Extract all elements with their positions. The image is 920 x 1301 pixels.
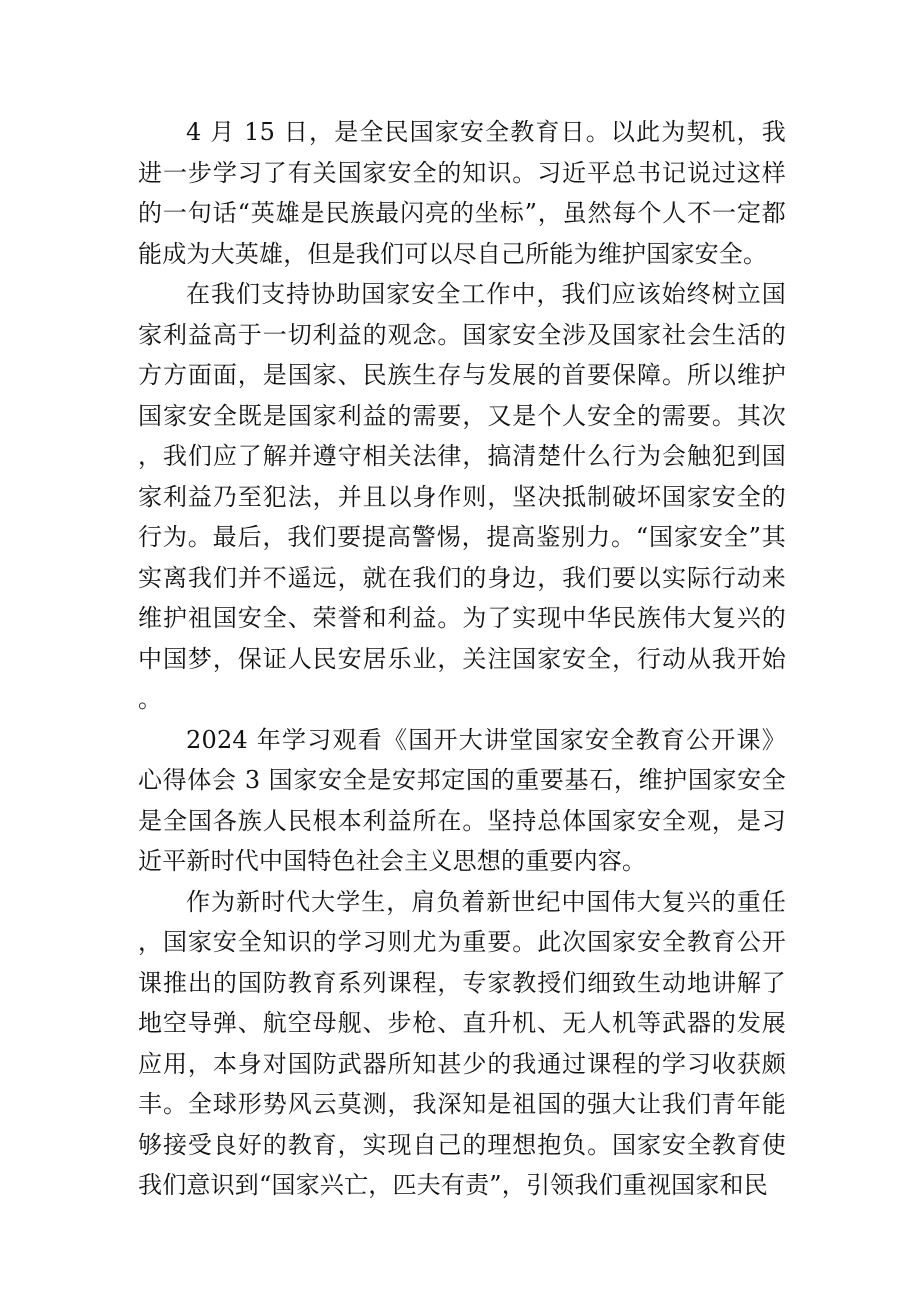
document-body: [138, 112, 786, 1206]
paragraph-1: 4 月 15 日，是全民国家安全教育日。以此为契机，我进一步学习了有关国家安全的知识。习近平总书记说过这样的一句话“英雄是民族最闪亮的坐标”，虽然每个人不一定都能成为大英雄，但是我们可以尽自己所能为维护国家安全。: [138, 118, 786, 268]
paragraph-4: 作为新时代大学生，肩负着新世纪中国伟大复兴的重任，国家安全知识的学习则尤为重要。此次国家安全教育公开课推出的国防教育系列课程，专家教授们细致生动地讲解了地空导弹、航空母舰、步枪、直升机、无人机等武器的发展应用，本身对国防武器所知甚少的我通过课程的学习收获颇丰。全球形势风云莫测，我深知是祖国的强大让我们青年能够接受良好的教育，实现自己的理想抱负。国家安全教育使我们意识到“国家兴亡，匹夫有责”，引领我们重视国家和民: [138, 887, 786, 1199]
paragraph-2: 在我们支持协助国家安全工作中，我们应该始终树立国家利益高于一切利益的观念。国家安全涉及国家社会生活的方方面面，是国家、民族生存与发展的首要保障。所以维护国家安全既是国家利益的需要，又是个人安全的需要。其次，我们应了解并遵守相关法律，搞清楚什么行为会触犯到国家利益乃至犯法，并且以身作则，坚决抵制破坏国家安全的行为。最后，我们要提高警惕，提高鉴别力。“国家安全”其实离我们并不遥远，就在我们的身边，我们要以实际行动来维护祖国安全、荣誉和利益。为了实现中华民族伟大复兴的中国梦，保证人民安居乐业，关注国家安全，行动从我开始。: [138, 280, 786, 713]
paragraph-3: 2024 年学习观看《国开大讲堂国家安全教育公开课》心得体会 3 国家安全是安邦定国的重要基石，维护国家安全是全国各族人民根本利益所在。坚持总体国家安全观，是习近平新时代中国特色社会主义思想的重要内容。: [138, 725, 786, 875]
